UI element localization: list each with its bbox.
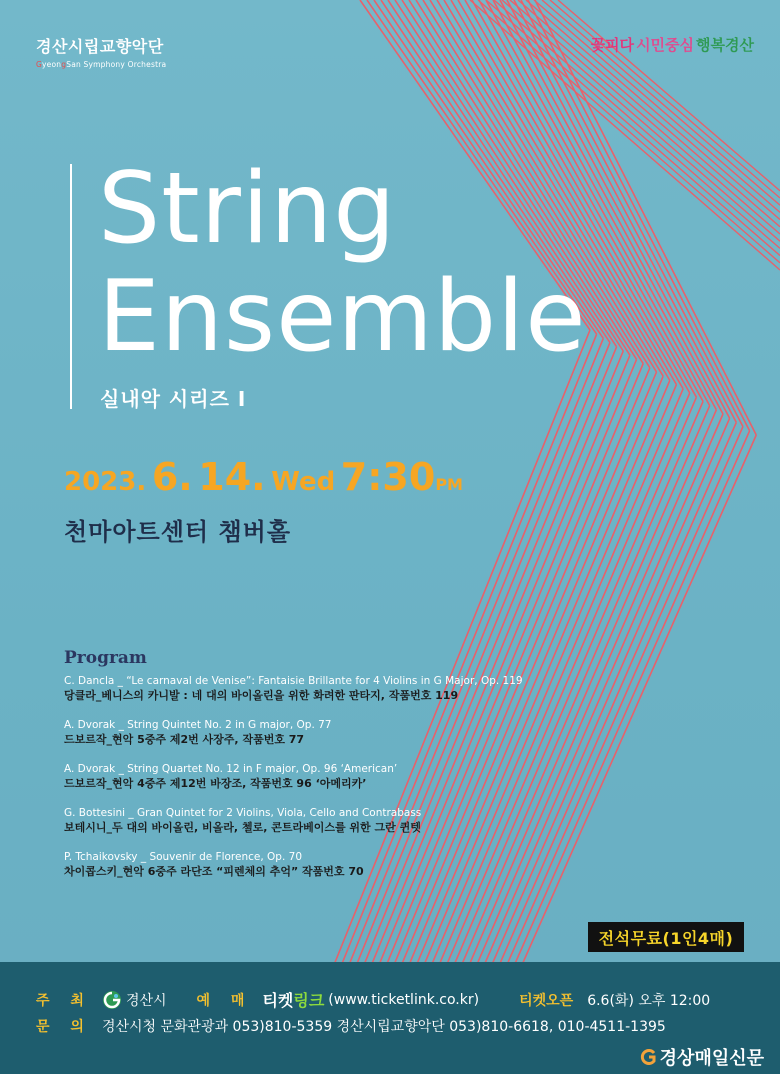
ticketlink-brand-a: 티켓 bbox=[262, 991, 294, 1010]
series-subtitle: 실내악 시리즈 I bbox=[100, 387, 247, 411]
newspaper-logo-icon bbox=[640, 1049, 656, 1065]
host-label: 주 최 bbox=[36, 992, 92, 1009]
event-month: 6. bbox=[151, 455, 193, 499]
program-heading: Program bbox=[64, 648, 147, 668]
newspaper-watermark bbox=[640, 1044, 764, 1070]
stripe-line bbox=[558, 0, 780, 191]
ticket-open-value: 6.6(화) 오후 12:00 bbox=[587, 992, 711, 1009]
event-day: 14. bbox=[198, 455, 266, 499]
slogan-part-2: 시민중심 bbox=[636, 36, 695, 54]
concert-title bbox=[98, 152, 587, 374]
program-item-en: P. Tchaikovsky _ Souvenir de Florence, Op. 70 bbox=[64, 851, 303, 863]
booking-label: 예 매 bbox=[196, 992, 253, 1009]
newspaper-name: 경상매일신문 bbox=[659, 1048, 764, 1069]
program-item-en: A. Dvorak _ String Quartet No. 12 in F major, Op. 96 ‘American’ bbox=[64, 763, 398, 775]
title-line-2: Ensemble bbox=[98, 260, 587, 374]
program-item-en: A. Dvorak _ String Quintet No. 2 in G major, Op. 77 bbox=[64, 719, 332, 731]
program-item-en: G. Bottesini _ Gran Quintet for 2 Violins, Viola, Cello and Contrabass bbox=[64, 807, 422, 819]
inquiry-label: 문 의 bbox=[36, 1019, 92, 1035]
program-item bbox=[64, 718, 584, 748]
program-item bbox=[64, 806, 584, 836]
host-name: 경산시 bbox=[125, 992, 167, 1009]
free-admission-sub: (1인4매) bbox=[662, 928, 734, 948]
program-item-ko: 차이콥스키_현악 6중주 라단조 “피렌체의 추억” 작품번호 70 bbox=[64, 865, 364, 878]
inquiry-value: 경산시청 문화관광과 053)810-5359 경산시립교향악단 053)810-6618, 010-4511-1395 bbox=[101, 1019, 666, 1035]
event-year: 2023. bbox=[64, 467, 147, 497]
orchestra-name-ko: 경산시립교향악단 bbox=[36, 37, 164, 56]
program-item-en: C. Dancla _ “Le carnaval de Venise”: Fantaisie Brillante for 4 Violins in G Major, Op. 119 bbox=[64, 675, 523, 687]
slogan-part-1: 꽃피다 bbox=[590, 36, 635, 54]
ticketlink-brand-b: 링크 bbox=[293, 991, 325, 1010]
title-line-1: String bbox=[98, 152, 397, 266]
program-item bbox=[64, 850, 584, 880]
ticket-open-label: 티켓오픈 bbox=[519, 992, 574, 1009]
program-item bbox=[64, 762, 584, 792]
footer-row-host-booking bbox=[36, 988, 710, 1011]
orchestra-name-en: GyeongSan Symphony Orchestra bbox=[36, 60, 167, 69]
orchestra-logo bbox=[36, 34, 166, 69]
ticketlink-logo bbox=[262, 988, 324, 1011]
program-list bbox=[64, 648, 584, 894]
footer-row-inquiry bbox=[36, 1016, 666, 1036]
program-item bbox=[64, 674, 584, 704]
event-weekday: Wed bbox=[271, 467, 336, 497]
slogan-part-3: 행복경산 bbox=[696, 36, 754, 54]
program-item-ko: 보테시니_두 대의 바이올린, 비올라, 첼로, 콘트라베이스를 위한 그란 퀸텟 bbox=[64, 821, 421, 834]
event-ampm: PM bbox=[435, 475, 463, 494]
event-datetime bbox=[64, 455, 463, 499]
program-item-ko: 드보르작_현악 4중주 제12번 바장조, 작품번호 96 ‘아메리카’ bbox=[64, 777, 367, 790]
program-item-ko: 드보르작_현악 5중주 제2번 사장주, 작품번호 77 bbox=[64, 733, 305, 746]
free-admission-main: 전석무료 bbox=[598, 928, 663, 948]
gyeongsan-city-logo-icon bbox=[102, 990, 122, 1010]
city-slogan bbox=[591, 34, 754, 55]
title-accent-line bbox=[70, 164, 72, 409]
booking-url[interactable]: (www.ticketlink.co.kr) bbox=[328, 991, 480, 1008]
program-item-ko: 당클라_베니스의 카니발 : 네 대의 바이올린을 위한 화려한 판타지, 작품번호 119 bbox=[64, 689, 459, 702]
free-admission-badge bbox=[588, 922, 744, 952]
event-venue: 천마아트센터 챔버홀 bbox=[64, 518, 292, 546]
event-time: 7:30 bbox=[340, 455, 436, 499]
